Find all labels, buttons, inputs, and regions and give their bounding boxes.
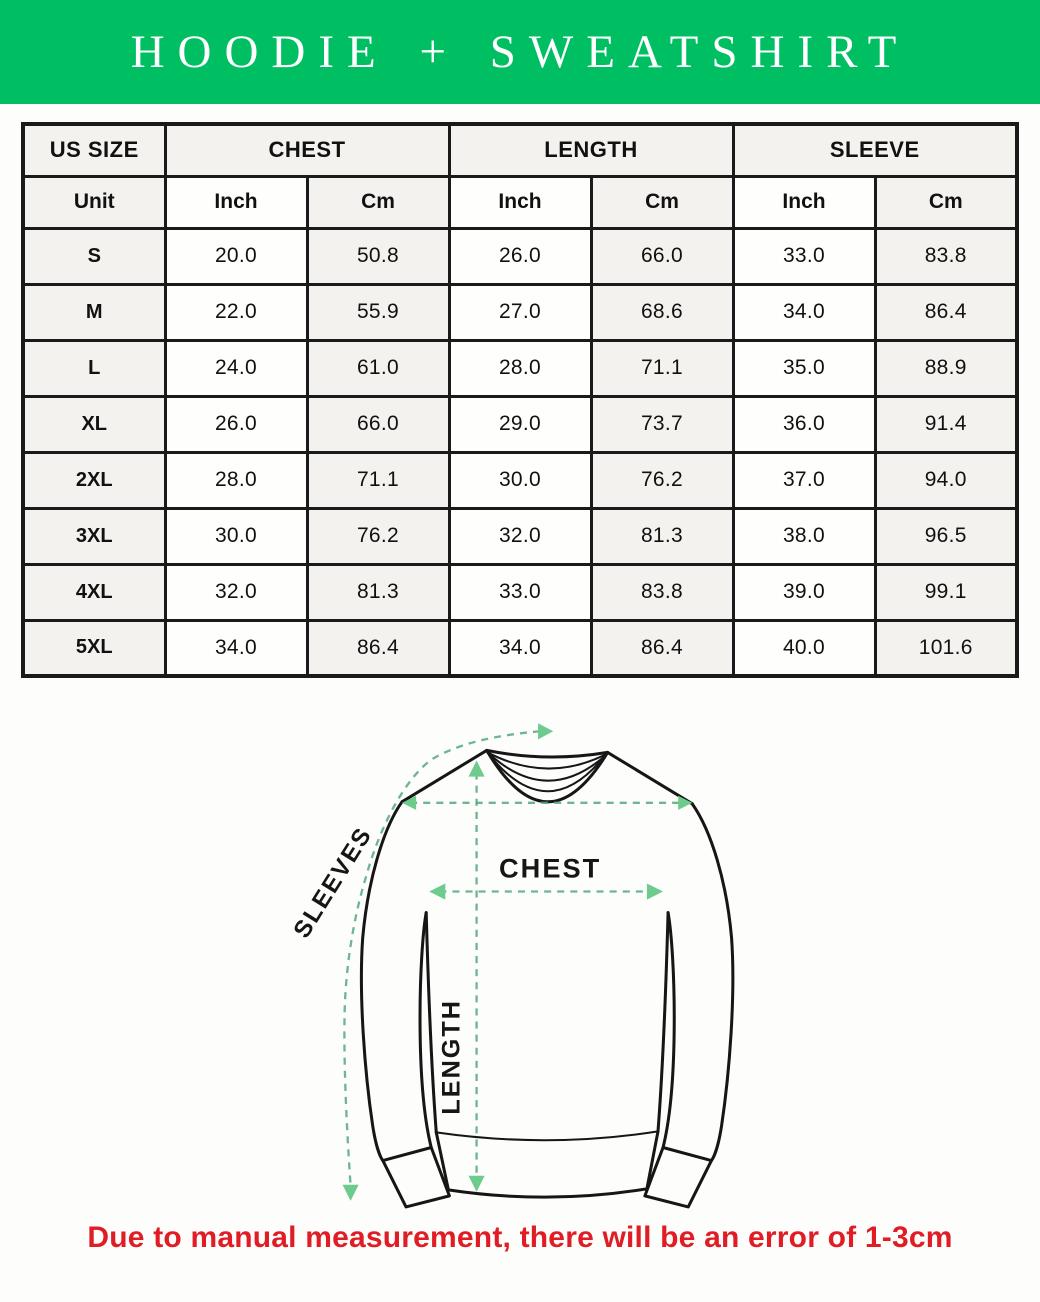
chest-left-arrowhead: [429, 883, 445, 899]
chest-inch-cell: 34.0: [165, 620, 307, 676]
chest-cm-cell: 71.1: [307, 452, 449, 508]
length-inch-header: Inch: [449, 176, 591, 228]
length-cm-cell: 73.7: [591, 396, 733, 452]
right-cuff: [645, 1147, 712, 1206]
size-table-body: [23, 228, 1017, 676]
sleeve-top-arrowhead: [538, 723, 553, 739]
sleeve-inch-cell: 37.0: [733, 452, 875, 508]
table-row-s: [23, 228, 1017, 284]
length-cm-cell: 81.3: [591, 508, 733, 564]
page-title: HOODIE + SWEATSHIRT: [130, 26, 910, 78]
unit-label-cell: Unit: [23, 176, 165, 228]
length-cm-cell: 66.0: [591, 228, 733, 284]
chest-inch-cell: 26.0: [165, 396, 307, 452]
table-row-l: [23, 340, 1017, 396]
sleeve-cm-cell: 96.5: [875, 508, 1017, 564]
measurement-note: Due to manual measurement, there will be an error of 1-3cm: [87, 1221, 953, 1254]
sleeve-cm-cell: 99.1: [875, 564, 1017, 620]
sleeve-cm-cell: 83.8: [875, 228, 1017, 284]
col-header-chest: CHEST: [165, 124, 449, 176]
sweatshirt-diagram-svg: [288, 698, 752, 1212]
length-cm-cell: 83.8: [591, 564, 733, 620]
table-row-m: [23, 284, 1017, 340]
chest-cm-cell: 50.8: [307, 228, 449, 284]
right-sleeve-outer-edge: [692, 804, 733, 1161]
table-row-4xl: [23, 564, 1017, 620]
chest-inch-cell: 24.0: [165, 340, 307, 396]
length-inch-cell: 27.0: [449, 284, 591, 340]
waistband: [436, 1131, 658, 1197]
body-right-edge: [658, 913, 668, 1132]
sleeve-inch-cell: 33.0: [733, 228, 875, 284]
sweatshirt-outline: [361, 750, 732, 1207]
chest-inch-cell: 20.0: [165, 228, 307, 284]
sleeves-label: SLEEVES: [288, 822, 378, 943]
size-cell: XL: [23, 396, 165, 452]
collar-top-line: [487, 750, 608, 757]
length-inch-cell: 28.0: [449, 340, 591, 396]
col-header-sleeve: SLEEVE: [733, 124, 1017, 176]
chest-cm-cell: 76.2: [307, 508, 449, 564]
length-inch-cell: 33.0: [449, 564, 591, 620]
sleeve-cm-cell: 86.4: [875, 284, 1017, 340]
chest-cm-cell: 55.9: [307, 284, 449, 340]
left-sleeve-outer-edge: [361, 802, 402, 1161]
col-header-length: LENGTH: [449, 124, 733, 176]
table-row-xl: [23, 396, 1017, 452]
size-cell: M: [23, 284, 165, 340]
length-cm-cell: 71.1: [591, 340, 733, 396]
length-cm-cell: 86.4: [591, 620, 733, 676]
size-cell: S: [23, 228, 165, 284]
length-inch-cell: 34.0: [449, 620, 591, 676]
size-cell: 4XL: [23, 564, 165, 620]
col-header-us-size: US SIZE: [23, 124, 165, 176]
chest-cm-cell: 86.4: [307, 620, 449, 676]
title-banner: [0, 0, 1040, 104]
sweatshirt-measurement-diagram: [288, 698, 752, 1212]
sleeve-inch-cell: 36.0: [733, 396, 875, 452]
size-cell: 2XL: [23, 452, 165, 508]
sleeve-inch-cell: 35.0: [733, 340, 875, 396]
length-inch-cell: 26.0: [449, 228, 591, 284]
table-group-header-row: [23, 124, 1017, 176]
length-inch-cell: 30.0: [449, 452, 591, 508]
sleeve-cm-cell: 101.6: [875, 620, 1017, 676]
chest-inch-header: Inch: [165, 176, 307, 228]
right-shoulder-line: [608, 752, 693, 803]
sleeve-cm-cell: 88.9: [875, 340, 1017, 396]
chest-right-arrowhead: [647, 883, 663, 899]
chest-cm-cell: 61.0: [307, 340, 449, 396]
sleeve-inch-header: Inch: [733, 176, 875, 228]
size-cell: L: [23, 340, 165, 396]
chest-inch-cell: 30.0: [165, 508, 307, 564]
length-top-arrowhead: [469, 760, 485, 776]
chest-inch-cell: 32.0: [165, 564, 307, 620]
length-cm-cell: 76.2: [591, 452, 733, 508]
sleeve-bottom-arrowhead: [343, 1185, 359, 1201]
body-left-edge: [426, 913, 436, 1133]
sleeve-inch-cell: 39.0: [733, 564, 875, 620]
length-cm-header: Cm: [591, 176, 733, 228]
chest-label: CHEST: [499, 852, 602, 884]
chest-inch-cell: 28.0: [165, 452, 307, 508]
sleeve-cm-header: Cm: [875, 176, 1017, 228]
left-cuff: [383, 1147, 450, 1206]
size-table-header: [23, 124, 1017, 228]
sleeve-cm-cell: 94.0: [875, 452, 1017, 508]
size-cell: 5XL: [23, 620, 165, 676]
size-cell: 3XL: [23, 508, 165, 564]
sleeve-inch-cell: 34.0: [733, 284, 875, 340]
measurement-overlay: [288, 723, 692, 1201]
length-label: LENGTH: [437, 998, 466, 1115]
sleeve-inch-cell: 38.0: [733, 508, 875, 564]
length-inch-cell: 29.0: [449, 396, 591, 452]
sleeve-measure-line: [344, 731, 540, 1186]
length-inch-cell: 32.0: [449, 508, 591, 564]
sleeve-cm-cell: 91.4: [875, 396, 1017, 452]
length-cm-cell: 68.6: [591, 284, 733, 340]
table-unit-row: [23, 176, 1017, 228]
chest-inch-cell: 22.0: [165, 284, 307, 340]
chest-cm-header: Cm: [307, 176, 449, 228]
sleeve-inch-cell: 40.0: [733, 620, 875, 676]
length-bottom-arrowhead: [469, 1176, 485, 1192]
table-row-2xl: [23, 452, 1017, 508]
table-row-5xl: [23, 620, 1017, 676]
waistband-top-seam: [436, 1131, 658, 1140]
table-row-3xl: [23, 508, 1017, 564]
size-table: [21, 122, 1019, 678]
chest-cm-cell: 66.0: [307, 396, 449, 452]
chest-cm-cell: 81.3: [307, 564, 449, 620]
